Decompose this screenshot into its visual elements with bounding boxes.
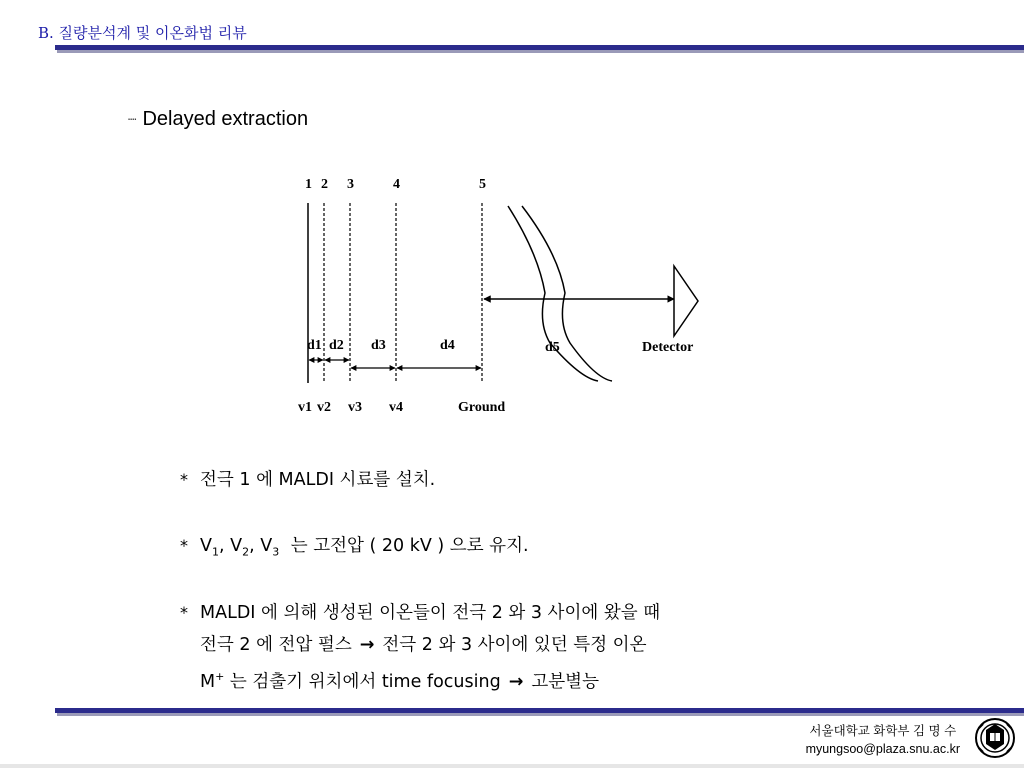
bullet-2 — [180, 532, 529, 559]
page-title: B. 질량분석계 및 이온화법 리뷰 — [38, 24, 247, 42]
voltage-v3-sub: 3 — [272, 545, 280, 559]
bottom-strip — [0, 764, 1024, 768]
electrode-label-2: 2 — [321, 177, 328, 192]
distance-label-d1: d1 — [307, 338, 322, 353]
bullet-3-line-3c: 고분별능 — [531, 671, 599, 692]
footer-divider-shadow — [57, 713, 1024, 716]
ion-symbol: M — [200, 671, 216, 692]
voltage-label-v3: v3 — [348, 400, 362, 415]
voltage-label-v4: v4 — [389, 400, 403, 415]
bullet-3-line-2a: 전극 2 에 전압 펄스 — [200, 635, 352, 655]
electrode-label-5: 5 — [479, 177, 486, 192]
delayed-extraction-diagram — [290, 168, 720, 423]
footer-author: 서울대학교 화학부 김 명 수 — [809, 724, 957, 738]
right-arrow-icon: → — [508, 671, 524, 692]
bullet-3-line-2b: 전극 2 와 3 사이에 있던 특정 이온 — [382, 635, 647, 655]
ion-charge: + — [215, 670, 225, 683]
slide-subtitle — [128, 108, 308, 131]
right-arrow-icon: → — [359, 635, 375, 655]
bullet-star: * — [180, 470, 188, 489]
bullet-3-line-3b: 는 검출기 위치에서 time focusing — [224, 671, 501, 692]
subtitle-text: Delayed extraction — [142, 108, 309, 130]
bullet-dots: ┈ — [128, 111, 137, 128]
bullet-3 — [180, 597, 660, 698]
flight-tube-curve-inner — [522, 206, 612, 381]
detector-shape — [674, 266, 698, 336]
distance-label-d2: d2 — [329, 338, 344, 353]
voltage-v2: , V — [218, 536, 243, 556]
header-divider-shadow — [57, 50, 1024, 53]
electrode-label-4: 4 — [393, 177, 400, 192]
voltage-v3: , V — [249, 536, 273, 556]
voltage-label-v2: v2 — [317, 400, 331, 415]
university-emblem-icon — [974, 716, 1016, 760]
distance-label-d4: d4 — [440, 338, 455, 353]
distance-label-d5: d5 — [545, 340, 560, 355]
voltage-v1: V — [200, 536, 212, 556]
distance-label-d3: d3 — [371, 338, 386, 353]
footer-credit — [806, 722, 960, 758]
ground-label: Ground — [458, 400, 506, 415]
voltage-v1-sub: 1 — [211, 545, 219, 559]
bullet-star: * — [180, 603, 188, 622]
voltage-label-v1: v1 — [298, 400, 312, 415]
electrode-label-3: 3 — [347, 177, 354, 192]
footer-email: myungsoo@plaza.snu.ac.kr — [805, 742, 960, 756]
bullet-3-line-1: MALDI 에 의해 생성된 이온들이 전극 2 와 3 사이에 왔을 때 — [200, 603, 661, 623]
electrode-label-1: 1 — [305, 177, 312, 192]
bullet-1 — [180, 466, 435, 491]
bullet-1-text: 전극 1 에 MALDI 시료를 설치. — [200, 470, 436, 490]
bullet-star: * — [180, 536, 188, 555]
detector-label: Detector — [642, 340, 694, 355]
bullet-2-text: 는 고전압 ( 20 kV ) 으로 유지. — [285, 536, 529, 556]
voltage-v2-sub: 2 — [242, 545, 250, 559]
